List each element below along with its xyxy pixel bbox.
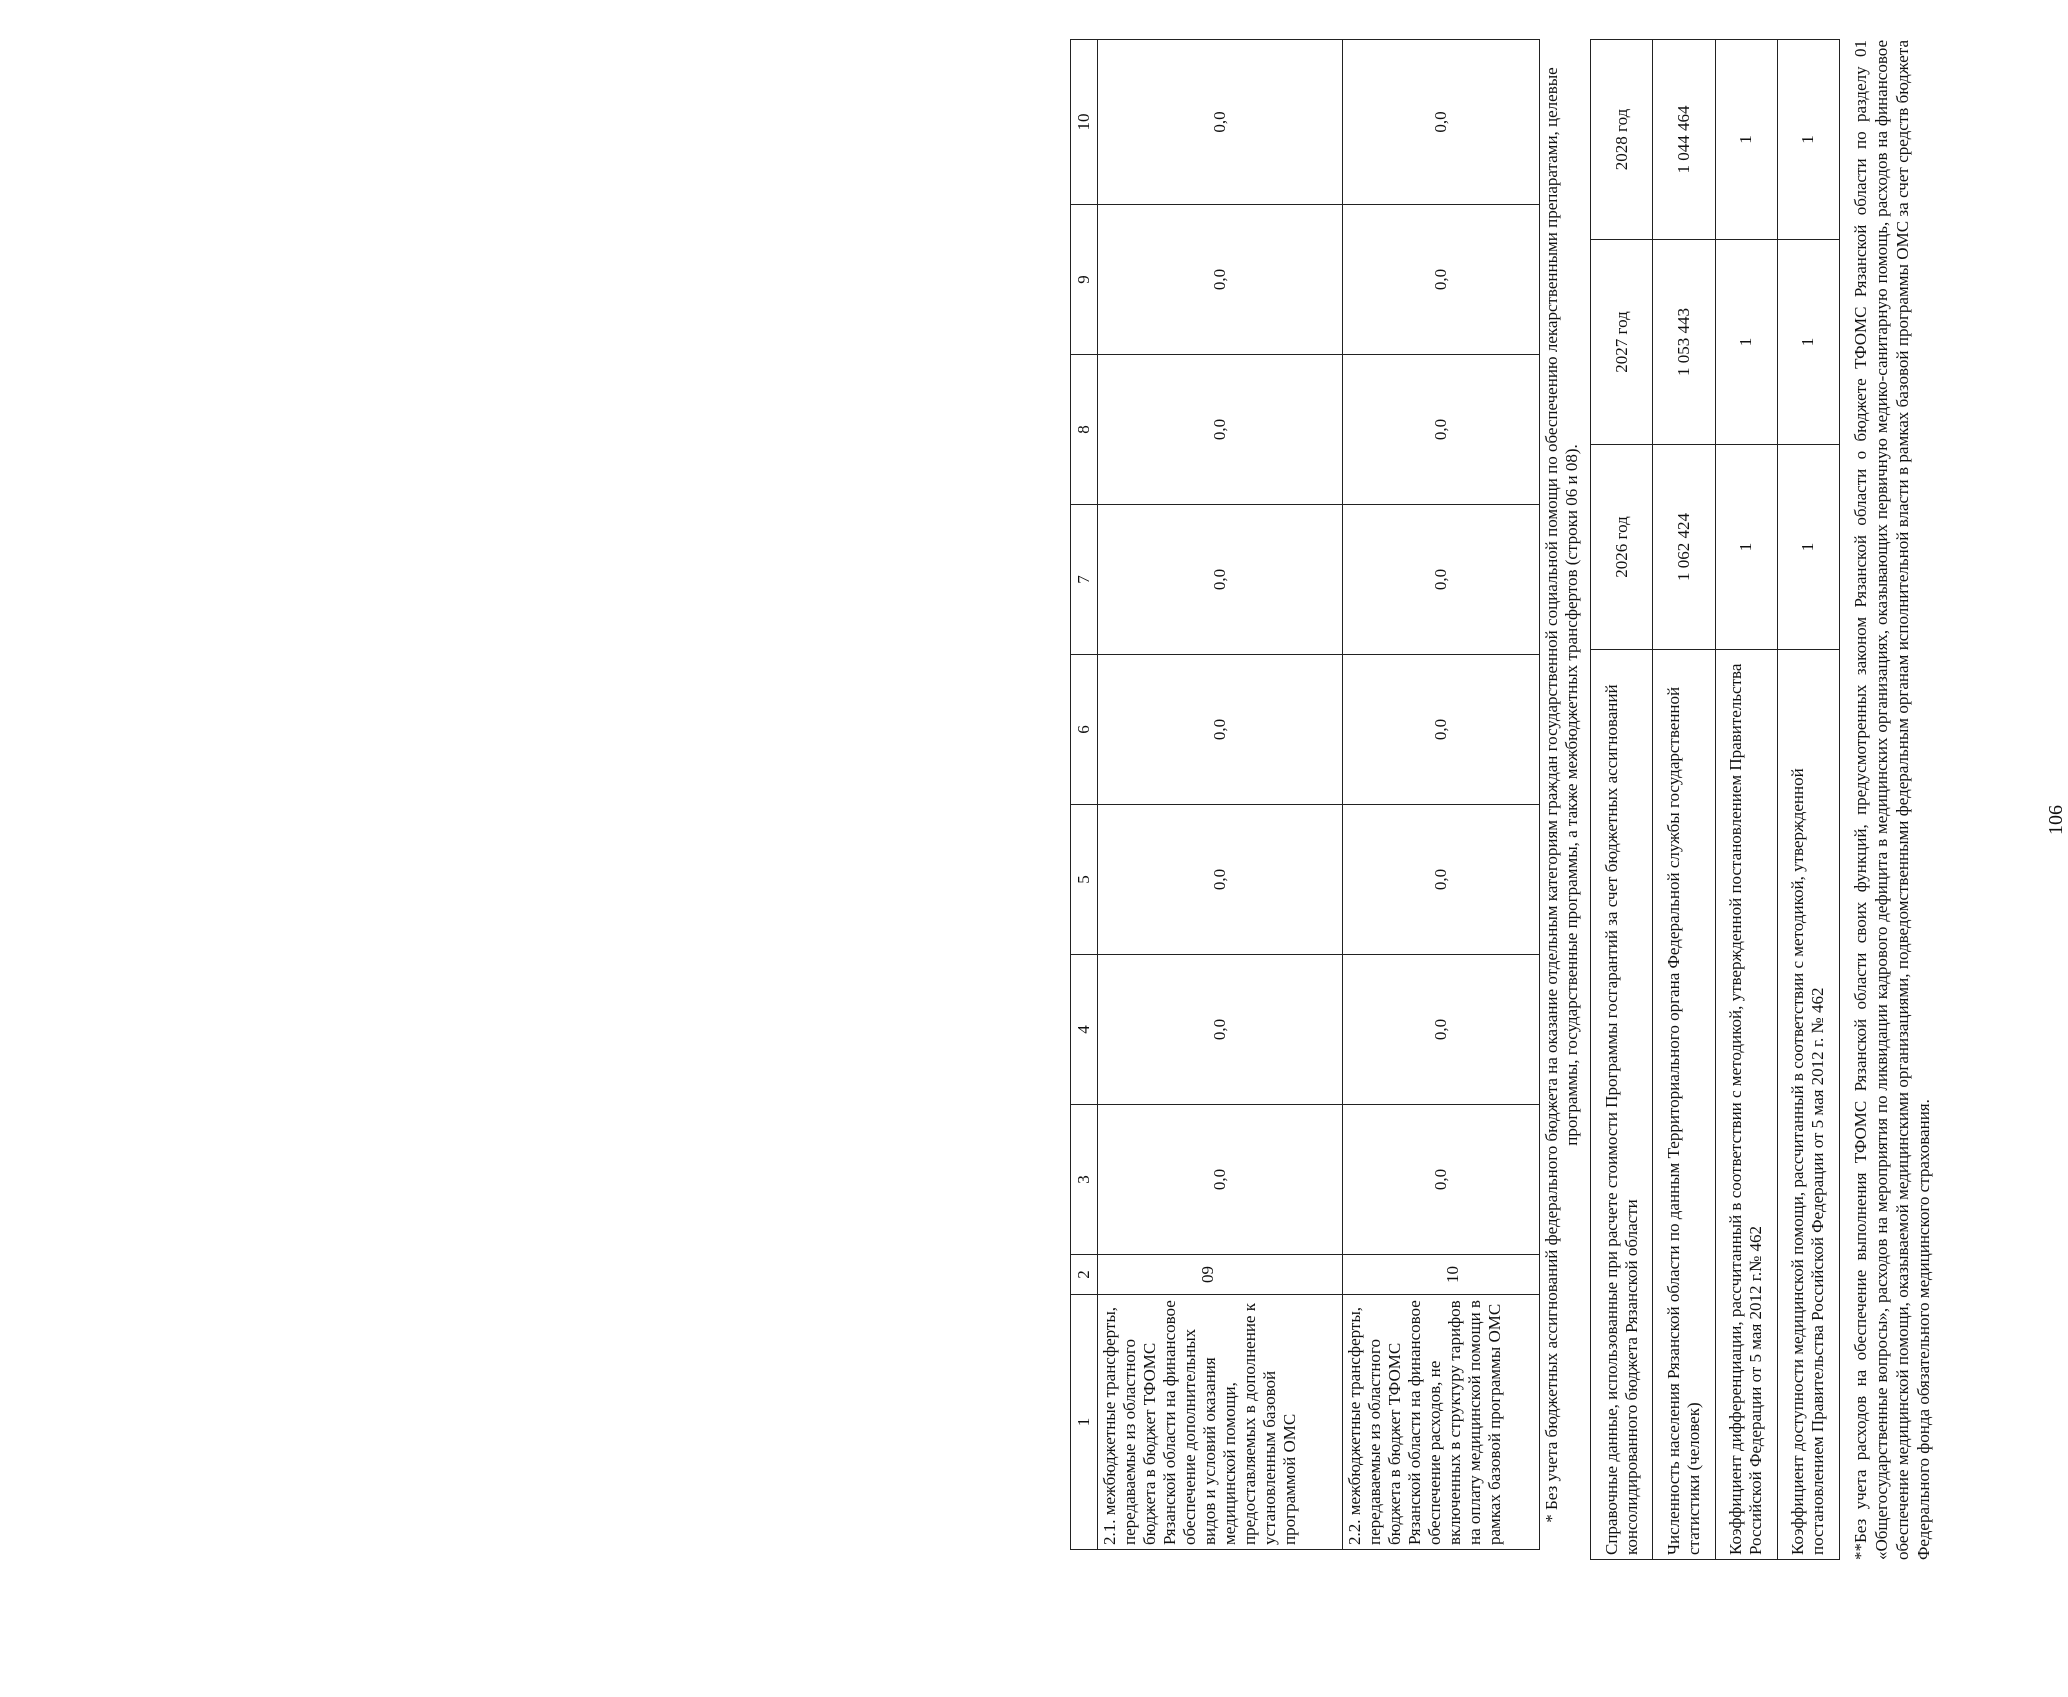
table-cell: 1 (1777, 240, 1839, 445)
table-row (1715, 40, 1777, 1560)
table-cell: 0,0 (1342, 505, 1539, 655)
document-page (1050, 40, 2067, 1600)
row-label: Коэффициент доступности медицинской помощи, рассчитанный в соответствии с методикой, утвержденной постановлением Правительства Российской Федерации от 5 мая 2012 г. № 462 (1777, 650, 1839, 1560)
row-label: Численность населения Рязанской области по данным Территориального органа Федеральной службы государственной статистики (человек) (1653, 650, 1715, 1560)
table-cell: 0,0 (1098, 805, 1343, 955)
table-cell: 0,0 (1098, 205, 1343, 355)
page-number: 106 (2045, 805, 2067, 835)
table-cell: 0,0 (1098, 955, 1343, 1105)
row-label: Коэффициент дифференциации, рассчитанный в соответствии с методикой, утвержденной постановлением Правительства Российской Федерации от 5 мая 2012 г.№ 462 (1715, 650, 1777, 1560)
table-cell: 1 062 424 (1653, 445, 1715, 650)
table-header-row (1591, 40, 1653, 1560)
column-header: 8 (1071, 355, 1098, 505)
table-cell: 0,0 (1342, 655, 1539, 805)
footnote-transfers: * Без учета бюджетных ассигнований федерального бюджета на оказание отдельным категориям граждан государственной социальной помощи по обеспечению лекарственными препаратами, целевые программы, государственные программы, а также межбюджетных трансфертов (строки 06 и 08). (1542, 67, 1581, 1523)
table-row (1098, 40, 1343, 1550)
table-cell: 0,0 (1098, 355, 1343, 505)
column-header: 1 (1071, 1295, 1098, 1550)
table-cell: 0,0 (1098, 505, 1343, 655)
table-cell: 0,0 (1098, 40, 1343, 205)
year-header: 2027 год (1591, 240, 1653, 445)
table-cell: 1 (1715, 240, 1777, 445)
table-cell: 0,0 (1098, 655, 1343, 805)
table-cell: 0,0 (1342, 955, 1539, 1105)
table-cell: 0,0 (1342, 355, 1539, 505)
table-cell: 0,0 (1342, 205, 1539, 355)
ref-header-label: Справочные данные, использованные при расчете стоимости Программы госгарантий за счет бюджетных ассигнований консолидированного бюджета Рязанской области (1591, 650, 1653, 1560)
table-cell: 1 (1777, 40, 1839, 240)
year-header: 2028 год (1591, 40, 1653, 240)
column-header: 6 (1071, 655, 1098, 805)
table-cell: 0,0 (1342, 1105, 1539, 1255)
table-header-row (1071, 40, 1098, 1550)
footnote-expenses: **Без учета расходов на обеспечение выполнения ТФОМС Рязанской области своих функций, предусмотренных законом Рязанской области о бюджете ТФОМС Рязанской области по разделу 01 «Общегосударственные вопросы», расходов на мероприятия по ликвидации кадрового дефицита в медицинских организациях, оказывающих первичную медико-санитарную помощь, расходов на финансовое обеспечение медицинской помощи, оказываемой медицинскими организациями, подведомственными федеральным органам исполнительной власти в рамках базовой программы ОМС за счет средств бюджета Федерального фонда обязательного медицинского страхования. (1851, 40, 1933, 1560)
row-label: 2.1. межбюджетные трансферты, передаваемые из областного бюджета в бюджет ТФОМС Рязанской области на финансовое обеспечение дополнительных видов и условий оказания медицинской помощи, предоставляемых в дополнение к установленным базовой программой ОМС (1098, 1295, 1343, 1550)
column-header: 9 (1071, 205, 1098, 355)
table-cell: 0,0 (1342, 805, 1539, 955)
row-code: 09 (1098, 1255, 1343, 1295)
reference-data-table (1590, 39, 1840, 1560)
table-row (1342, 40, 1539, 1550)
column-header: 5 (1071, 805, 1098, 955)
table-cell: 1 (1777, 445, 1839, 650)
table-cell: 0,0 (1342, 40, 1539, 205)
table-cell: 1 053 443 (1653, 240, 1715, 445)
column-header: 3 (1071, 1105, 1098, 1255)
year-header: 2026 год (1591, 445, 1653, 650)
column-header: 10 (1071, 40, 1098, 205)
column-header: 2 (1071, 1255, 1098, 1295)
table-row (1653, 40, 1715, 1560)
column-header: 4 (1071, 955, 1098, 1105)
table-cell: 1 (1715, 40, 1777, 240)
table-cell: 1 044 464 (1653, 40, 1715, 240)
table-row (1777, 40, 1839, 1560)
main-table (1070, 39, 1540, 1550)
table-cell: 0,0 (1098, 1105, 1343, 1255)
column-header: 7 (1071, 505, 1098, 655)
row-code: 10 (1342, 1255, 1539, 1295)
row-label: 2.2. межбюджетные трансферты, передаваемые из областного бюджета в бюджет ТФОМС Рязанской области на финансовое обеспечение расходов, не включенных в структуру тарифов на оплату медицинской помощи в рамках базовой программы ОМС (1342, 1295, 1539, 1550)
table-cell: 1 (1715, 445, 1777, 650)
